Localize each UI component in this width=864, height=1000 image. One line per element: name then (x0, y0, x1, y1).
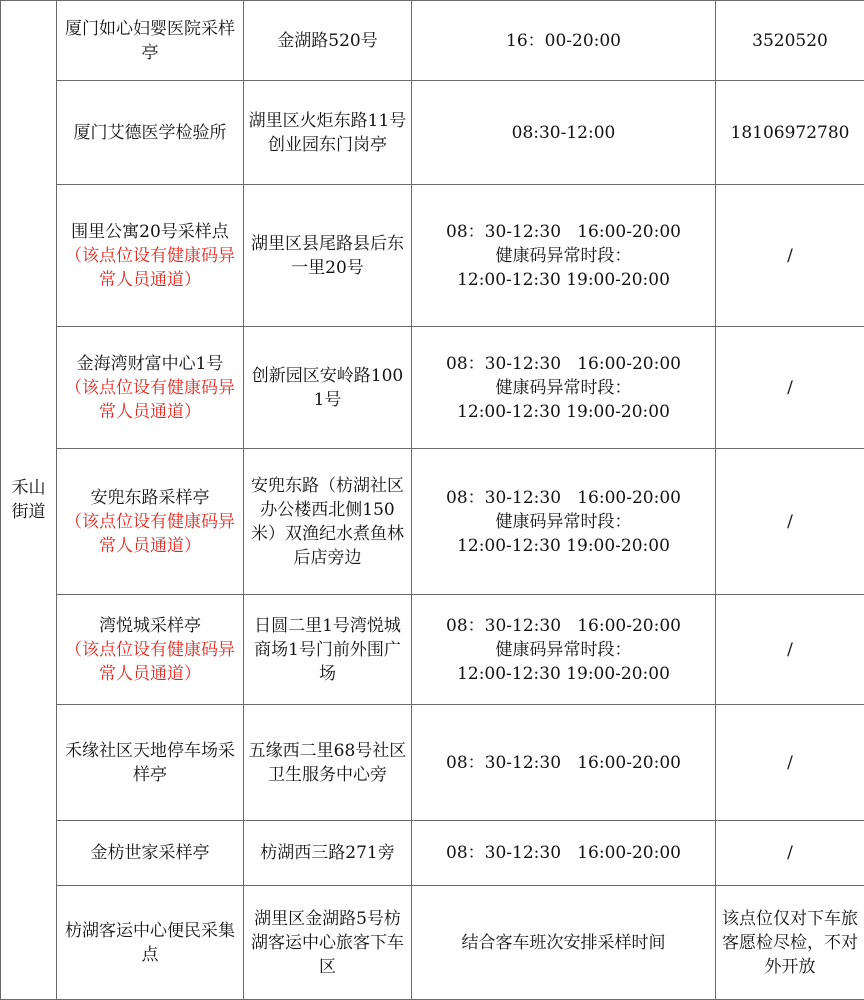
site-contact: 该点位仅对下车旅客愿检尽检，不对外开放 (722, 909, 858, 977)
abnormal-channel-note: （该点位设有健康码异常人员通道） (61, 638, 239, 686)
site-hours-line: 健康码异常时段： (416, 244, 711, 268)
site-address: 湖里区县尾路县后东一里20号 (251, 234, 404, 278)
site-contact: / (787, 843, 793, 863)
site-hours-line: 健康码异常时段： (416, 510, 711, 534)
site-contact-cell (716, 327, 864, 449)
table-row (1, 705, 864, 821)
site-address: 枋湖西三路271旁 (260, 843, 394, 863)
site-address-cell (244, 705, 412, 821)
abnormal-channel-note: （该点位设有健康码异常人员通道） (61, 376, 239, 424)
site-name: 安兜东路采样亭 (61, 486, 239, 510)
abnormal-channel-note: （该点位设有健康码异常人员通道） (61, 510, 239, 558)
site-hours-line: 08:30-12:00 (416, 121, 711, 145)
site-name-cell (57, 327, 244, 449)
abnormal-channel-note: （该点位设有健康码异常人员通道） (61, 244, 239, 292)
table-row (1, 81, 864, 185)
site-address-cell (244, 327, 412, 449)
site-name: 枋湖客运中心便民采集点 (65, 921, 235, 965)
site-address-cell (244, 185, 412, 327)
site-hours-cell (412, 595, 716, 705)
site-hours-cell (412, 449, 716, 595)
site-hours-line: 08：30-12:30 16:00-20:00 (416, 841, 711, 865)
site-address-cell (244, 595, 412, 705)
site-contact-cell (716, 185, 864, 327)
site-hours-line: 12:00-12:30 19:00-20:00 (416, 400, 711, 424)
site-contact: / (787, 640, 793, 660)
site-hours-line: 08：30-12:30 16:00-20:00 (416, 614, 711, 638)
site-hours-line: 12:00-12:30 19:00-20:00 (416, 662, 711, 686)
site-name: 厦门如心妇婴医院采样亭 (65, 19, 235, 63)
site-name-cell (57, 81, 244, 185)
site-name-cell (57, 886, 244, 1000)
site-contact-cell (716, 821, 864, 886)
site-name: 厦门艾德医学检验所 (74, 123, 227, 143)
site-contact-cell (716, 81, 864, 185)
site-name-cell (57, 185, 244, 327)
site-address-cell (244, 449, 412, 595)
table-row (1, 821, 864, 886)
site-name: 金海湾财富中心1号 (61, 352, 239, 376)
site-name-cell (57, 705, 244, 821)
site-contact-cell (716, 886, 864, 1000)
site-hours-line: 12:00-12:30 19:00-20:00 (416, 534, 711, 558)
site-address-cell (244, 821, 412, 886)
site-hours-line: 08：30-12:30 16:00-20:00 (416, 486, 711, 510)
site-hours-cell (412, 1, 716, 81)
site-address-cell (244, 81, 412, 185)
table-row (1, 185, 864, 327)
table-row (1, 449, 864, 595)
site-hours-line: 08：30-12:30 16:00-20:00 (416, 352, 711, 376)
site-contact: / (787, 378, 793, 398)
site-address: 创新园区安岭路1001号 (252, 366, 403, 410)
site-address-cell (244, 886, 412, 1000)
site-name-cell (57, 1, 244, 81)
site-hours-line: 16：00-20:00 (416, 29, 711, 53)
site-hours-cell (412, 705, 716, 821)
site-address: 金湖路520号 (277, 31, 377, 51)
site-address: 湖里区金湖路5号枋湖客运中心旅客下车区 (251, 909, 404, 977)
site-hours-line: 08：30-12:30 16:00-20:00 (416, 220, 711, 244)
site-name-cell (57, 449, 244, 595)
site-contact: 18106972780 (731, 123, 850, 143)
site-hours-line: 健康码异常时段： (416, 638, 711, 662)
site-hours-line: 健康码异常时段： (416, 376, 711, 400)
table-row (1, 327, 864, 449)
site-name: 湾悦城采样亭 (61, 614, 239, 638)
site-hours-cell (412, 886, 716, 1000)
site-hours-cell (412, 821, 716, 886)
site-address: 安兜东路（枋湖社区办公楼西北侧150米）双渔纪水煮鱼林后店旁边 (251, 476, 404, 568)
site-name: 禾缘社区天地停车场采样亭 (65, 741, 235, 785)
site-name: 金枋世家采样亭 (91, 843, 210, 863)
site-name-cell (57, 821, 244, 886)
table-row (1, 1, 864, 81)
district-name: 禾山街道 (10, 476, 47, 524)
table-row (1, 595, 864, 705)
site-hours-line: 12:00-12:30 19:00-20:00 (416, 268, 711, 292)
site-hours-cell (412, 81, 716, 185)
site-contact-cell (716, 1, 864, 81)
site-address: 日圆二里1号湾悦城商场1号门前外围广场 (254, 616, 401, 684)
site-hours-cell (412, 185, 716, 327)
table-row (1, 886, 864, 1000)
site-contact-cell (716, 449, 864, 595)
site-contact-cell (716, 595, 864, 705)
site-address-cell (244, 1, 412, 81)
site-address: 五缘西二里68号社区卫生服务中心旁 (249, 741, 407, 785)
site-contact-cell (716, 705, 864, 821)
site-hours-cell (412, 327, 716, 449)
site-contact: / (787, 512, 793, 532)
site-contact: 3520520 (752, 31, 828, 51)
district-cell (1, 1, 57, 1000)
site-name-cell (57, 595, 244, 705)
site-name: 围里公寓20号采样点 (61, 220, 239, 244)
site-address: 湖里区火炬东路11号 创业园东门岗亭 (249, 111, 407, 155)
site-hours-line: 结合客车班次安排采样时间 (416, 931, 711, 955)
site-contact: / (787, 246, 793, 266)
site-hours-line: 08：30-12:30 16:00-20:00 (416, 751, 711, 775)
site-contact: / (787, 753, 793, 773)
